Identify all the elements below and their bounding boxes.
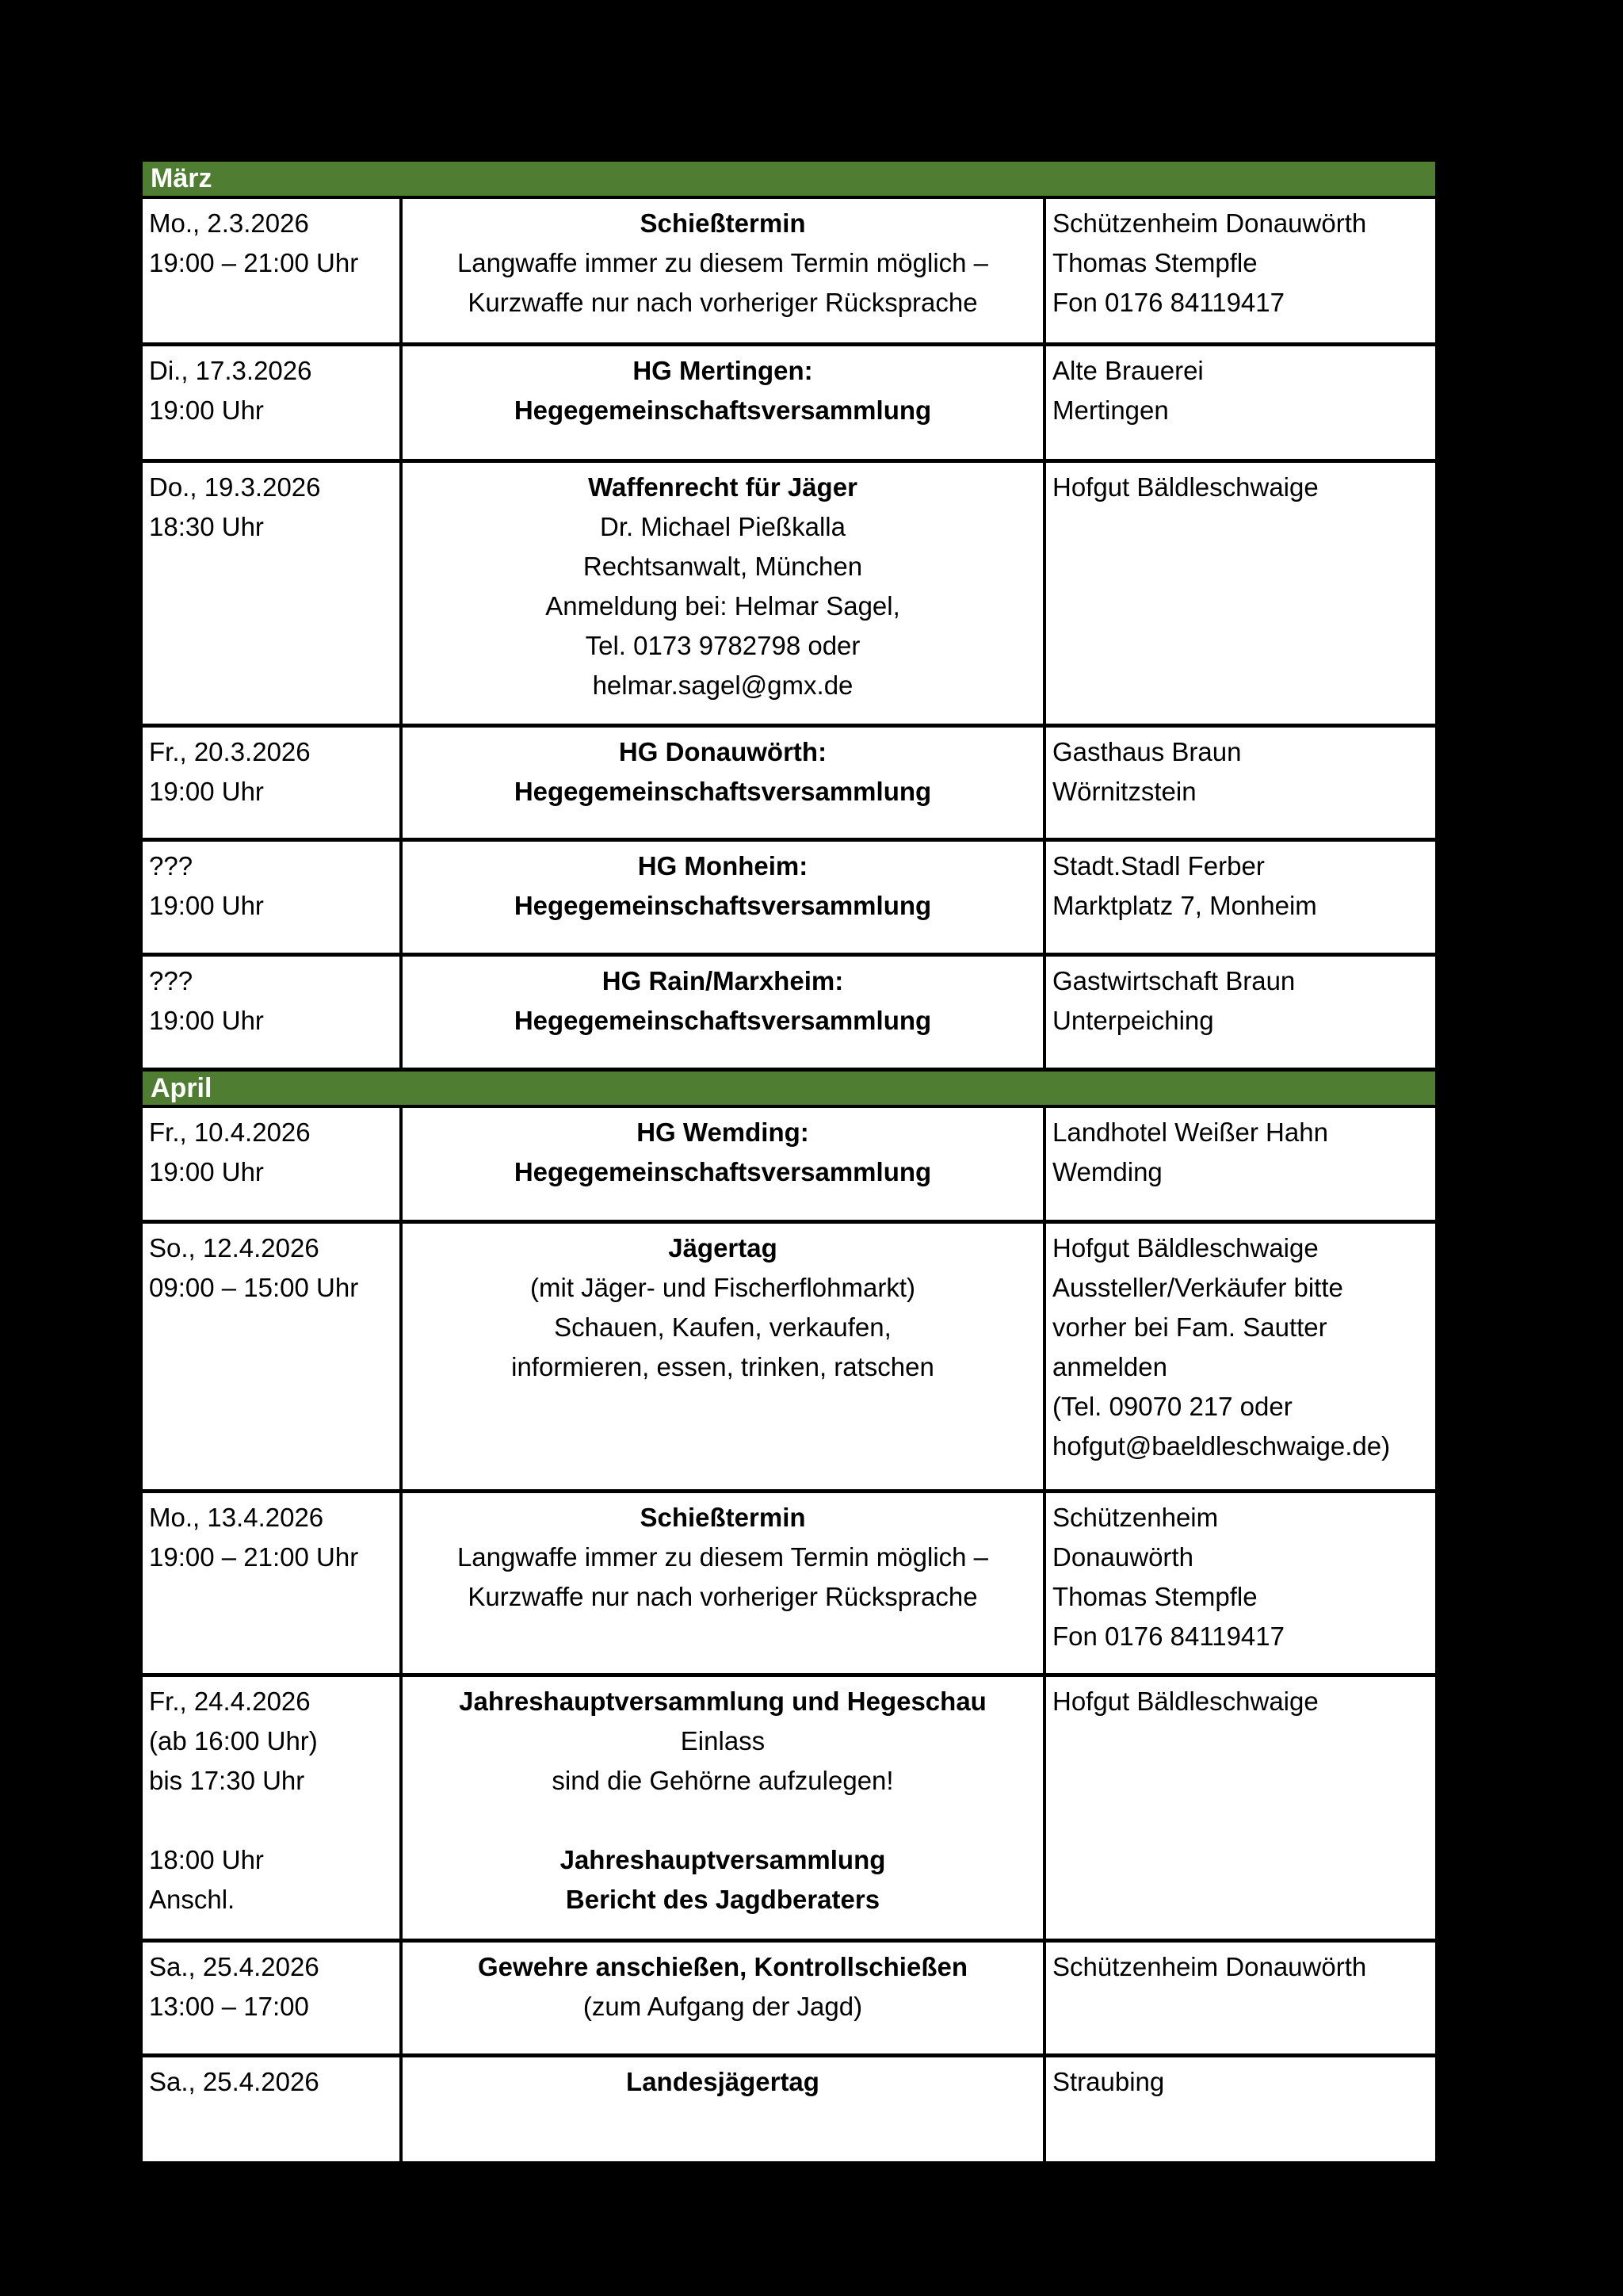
text-line: (zum Aufgang der Jagd) bbox=[582, 1992, 863, 2021]
location-cell bbox=[1046, 2057, 1435, 2161]
text-line: Hofgut Bäldleschwaige bbox=[1052, 472, 1319, 502]
text-line: sind die Gehörne aufzulegen! bbox=[552, 1766, 894, 1795]
event-cell bbox=[403, 1224, 1046, 1489]
event-row bbox=[143, 842, 1435, 957]
text-line: (mit Jäger- und Fischerflohmarkt) bbox=[530, 1273, 915, 1302]
event-cell bbox=[403, 463, 1046, 724]
location-cell bbox=[1046, 957, 1435, 1068]
event-cell bbox=[403, 728, 1046, 838]
event-cell bbox=[403, 1677, 1046, 1939]
text-line: Schießtermin bbox=[640, 1503, 806, 1532]
date-cell bbox=[143, 1493, 403, 1673]
text-line: Do., 19.3.2026 bbox=[149, 472, 321, 502]
text-line: Fr., 20.3.2026 bbox=[149, 737, 311, 766]
text-line: ??? bbox=[149, 851, 193, 881]
text-line: Schießtermin bbox=[640, 208, 806, 238]
text-line: 18:30 Uhr bbox=[149, 512, 264, 541]
text-line: anmelden bbox=[1052, 1352, 1167, 1381]
event-cell bbox=[403, 199, 1046, 342]
event-row bbox=[143, 1677, 1435, 1943]
event-cell bbox=[403, 2057, 1046, 2161]
text-line: Dr. Michael Pießkalla bbox=[600, 512, 846, 541]
text-line: HG Rain/Marxheim: bbox=[601, 966, 844, 995]
date-cell bbox=[143, 728, 403, 838]
text-line: Landesjägertag bbox=[626, 2067, 819, 2096]
events-table bbox=[139, 159, 1438, 2164]
text-line: Hegegemeinschaftsversammlung bbox=[514, 1006, 932, 1035]
text-line: Jahreshauptversammlung und Hegeschau bbox=[459, 1687, 987, 1716]
text-line: So., 12.4.2026 bbox=[149, 1233, 319, 1263]
location-cell bbox=[1046, 1943, 1435, 2053]
event-cell bbox=[403, 842, 1046, 953]
text-line: Sa., 25.4.2026 bbox=[149, 1952, 319, 1981]
event-cell bbox=[403, 1493, 1046, 1673]
event-row bbox=[143, 1108, 1435, 1224]
text-line: Marktplatz 7, Monheim bbox=[1052, 891, 1317, 920]
text-line: Stadt.Stadl Ferber bbox=[1052, 851, 1265, 881]
text-line: Landhotel Weißer Hahn bbox=[1052, 1117, 1328, 1147]
date-cell bbox=[143, 346, 403, 459]
event-row bbox=[143, 2057, 1435, 2161]
event-row bbox=[143, 1224, 1435, 1493]
location-cell bbox=[1046, 728, 1435, 838]
text-line: Schauen, Kaufen, verkaufen, bbox=[554, 1312, 892, 1342]
text-line: Fr., 24.4.2026 bbox=[149, 1687, 311, 1716]
location-cell bbox=[1046, 1493, 1435, 1673]
text-line: ??? bbox=[149, 966, 193, 995]
text-line: Langwaffe immer zu diesem Termin möglich – bbox=[456, 248, 989, 277]
text-line: Bericht des Jagdberaters bbox=[565, 1885, 880, 1914]
date-cell bbox=[143, 842, 403, 953]
text-line: 19:00 Uhr bbox=[149, 1157, 264, 1186]
section-header bbox=[143, 162, 1435, 199]
event-cell bbox=[403, 1108, 1046, 1220]
text-line: Schützenheim Donauwörth bbox=[1052, 208, 1367, 238]
location-cell bbox=[1046, 1108, 1435, 1220]
date-cell bbox=[143, 1108, 403, 1220]
text-line: Gasthaus Braun bbox=[1052, 737, 1242, 766]
text-line: Thomas Stempfle bbox=[1052, 248, 1258, 277]
event-cell bbox=[403, 1943, 1046, 2053]
text-line: 18:00 Uhr bbox=[149, 1845, 264, 1874]
text-line: 09:00 – 15:00 Uhr bbox=[149, 1273, 359, 1302]
date-cell bbox=[143, 199, 403, 342]
text-line: Fr., 10.4.2026 bbox=[149, 1117, 311, 1147]
text-line: Wörnitzstein bbox=[1052, 777, 1197, 806]
event-cell bbox=[403, 957, 1046, 1068]
text-line: Anmeldung bei: Helmar Sagel, bbox=[545, 591, 900, 621]
text-line: Jahreshauptversammlung bbox=[559, 1845, 886, 1874]
date-cell bbox=[143, 1677, 403, 1939]
text-line: Unterpeiching bbox=[1052, 1006, 1214, 1035]
text-line: bis 17:30 Uhr bbox=[149, 1766, 305, 1795]
text-line: Sa., 25.4.2026 bbox=[149, 2067, 319, 2096]
text-line: (ab 16:00 Uhr) bbox=[149, 1726, 318, 1755]
text-line: Jägertag bbox=[668, 1233, 777, 1263]
location-cell bbox=[1046, 1677, 1435, 1939]
text-line: Gewehre anschießen, Kontrollschießen bbox=[478, 1952, 968, 1981]
text-line: vorher bei Fam. Sautter bbox=[1052, 1312, 1327, 1342]
text-line: Anschl. bbox=[149, 1885, 235, 1914]
event-row bbox=[143, 199, 1435, 346]
date-cell bbox=[143, 957, 403, 1068]
text-line: Schützenheim bbox=[1052, 1503, 1219, 1532]
date-cell bbox=[143, 2057, 403, 2161]
text-line: HG Monheim: bbox=[637, 851, 808, 881]
text-line: HG Mertingen: bbox=[632, 356, 813, 385]
text-line: Hegegemeinschaftsversammlung bbox=[514, 395, 932, 425]
text-line: Thomas Stempfle bbox=[1052, 1582, 1258, 1611]
text-line: Donauwörth bbox=[1052, 1542, 1193, 1572]
text-line: informieren, essen, trinken, ratschen bbox=[511, 1352, 934, 1381]
text-line: Schützenheim Donauwörth bbox=[1052, 1952, 1367, 1981]
text-line: Aussteller/Verkäufer bitte bbox=[1052, 1273, 1343, 1302]
text-line: Straubing bbox=[1052, 2067, 1165, 2096]
text-line: HG Wemding: bbox=[636, 1117, 809, 1147]
text-line: 19:00 Uhr bbox=[149, 1006, 264, 1035]
text-line: (Tel. 09070 217 oder bbox=[1052, 1392, 1293, 1421]
text-line: Kurzwaffe nur nach vorheriger Rücksprache bbox=[468, 288, 978, 317]
text-line: Mertingen bbox=[1052, 395, 1169, 425]
location-cell bbox=[1046, 346, 1435, 459]
text-line: HG Donauwörth: bbox=[618, 737, 827, 766]
section-label: März bbox=[151, 163, 212, 193]
date-cell bbox=[143, 1943, 403, 2053]
text-line: Hegegemeinschaftsversammlung bbox=[514, 777, 932, 806]
text-line: Wemding bbox=[1052, 1157, 1163, 1186]
text-line: Fon 0176 84119417 bbox=[1052, 1622, 1285, 1651]
text-line: 13:00 – 17:00 bbox=[149, 1992, 309, 2021]
event-row bbox=[143, 346, 1435, 463]
text-line: Hegegemeinschaftsversammlung bbox=[514, 1157, 932, 1186]
event-row bbox=[143, 463, 1435, 728]
text-line: Einlass bbox=[680, 1726, 766, 1755]
text-line: 19:00 Uhr bbox=[149, 891, 264, 920]
location-cell bbox=[1046, 463, 1435, 724]
section-label: April bbox=[151, 1072, 212, 1103]
text-line bbox=[403, 1801, 1043, 1840]
text-line: 19:00 – 21:00 Uhr bbox=[149, 248, 359, 277]
text-line: 19:00 Uhr bbox=[149, 395, 264, 425]
date-cell bbox=[143, 463, 403, 724]
location-cell bbox=[1046, 199, 1435, 342]
event-row bbox=[143, 1943, 1435, 2057]
event-row bbox=[143, 957, 1435, 1072]
text-line: Langwaffe immer zu diesem Termin möglich – bbox=[456, 1542, 989, 1572]
text-line: Rechtsanwalt, München bbox=[582, 552, 863, 581]
text-line: Hofgut Bäldleschwaige bbox=[1052, 1233, 1319, 1263]
event-row bbox=[143, 728, 1435, 842]
location-cell bbox=[1046, 1224, 1435, 1489]
event-row bbox=[143, 1493, 1435, 1677]
date-cell bbox=[143, 1224, 403, 1489]
location-cell bbox=[1046, 842, 1435, 953]
text-line: helmar.sagel@gmx.de bbox=[592, 670, 854, 700]
text-line: Gastwirtschaft Braun bbox=[1052, 966, 1296, 995]
text-line: Tel. 0173 9782798 oder bbox=[585, 631, 861, 660]
text-line: Kurzwaffe nur nach vorheriger Rücksprache bbox=[468, 1582, 978, 1611]
event-cell bbox=[403, 346, 1046, 459]
text-line: 19:00 – 21:00 Uhr bbox=[149, 1542, 359, 1572]
text-line: Alte Brauerei bbox=[1052, 356, 1204, 385]
section-header bbox=[143, 1072, 1435, 1108]
text-line bbox=[149, 1801, 399, 1840]
text-line: Di., 17.3.2026 bbox=[149, 356, 312, 385]
text-line: Mo., 13.4.2026 bbox=[149, 1503, 324, 1532]
text-line: Hegegemeinschaftsversammlung bbox=[514, 891, 932, 920]
text-line: Fon 0176 84119417 bbox=[1052, 288, 1285, 317]
text-line: Hofgut Bäldleschwaige bbox=[1052, 1687, 1319, 1716]
text-line: 19:00 Uhr bbox=[149, 777, 264, 806]
text-line: hofgut@baeldleschwaige.de) bbox=[1052, 1431, 1391, 1461]
text-line: Mo., 2.3.2026 bbox=[149, 208, 309, 238]
text-line: Waffenrecht für Jäger bbox=[588, 472, 857, 502]
